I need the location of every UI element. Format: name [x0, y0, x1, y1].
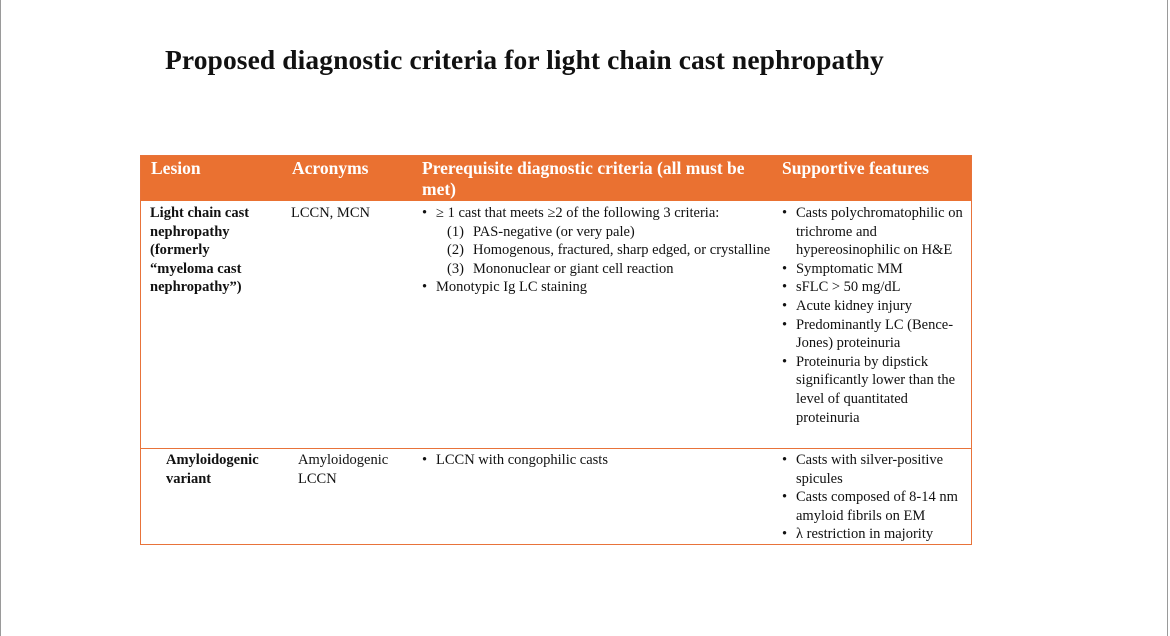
list-item: • Proteinuria by dipstick significantly lower than the level of quantitated proteinuria: [782, 353, 956, 426]
list-item: (3) Mononuclear or giant cell reaction: [447, 260, 674, 277]
bullet-icon: •: [782, 297, 788, 314]
row2-features: [782, 451, 967, 544]
list-item: (1) PAS-negative (or very pale): [447, 223, 635, 240]
bullet-icon: •: [782, 205, 788, 221]
row2-lesion: Amyloidogenic variant: [166, 452, 259, 487]
row1-features: [782, 204, 967, 427]
slide-title: Proposed diagnostic criteria for light chain cast nephropathy: [165, 44, 884, 75]
list-item: • LCCN with congophilic casts: [422, 452, 608, 468]
bullet-icon: •: [422, 279, 428, 296]
list-item: • sFLC > 50 mg/dL: [782, 279, 901, 296]
row1-acronyms: LCCN, MCN: [291, 205, 370, 221]
criteria-table: [140, 155, 972, 545]
list-item: • Acute kidney injury: [782, 297, 912, 314]
row2-acronyms: Amyloidogenic LCCN: [298, 452, 389, 487]
bullet-icon: •: [782, 489, 788, 506]
list-item: • Casts polychromatophilic on trichrome and hypereosinophilic on H&E: [782, 205, 963, 259]
bullet-icon: •: [422, 452, 428, 468]
bullet-icon: •: [782, 452, 788, 468]
bullet-icon: •: [782, 279, 788, 296]
row2-criteria: [422, 451, 772, 470]
table-header: [141, 156, 971, 201]
header-criteria: Prerequisite diagnostic criteria (all must be met): [422, 158, 745, 199]
bullet-icon: •: [422, 205, 428, 221]
list-item: • Symptomatic MM: [782, 260, 903, 277]
list-item: • Predominantly LC (Bence-Jones) proteinuria: [782, 316, 954, 352]
header-features: Supportive features: [782, 158, 929, 178]
list-item: • Monotypic Ig LC staining: [422, 279, 588, 296]
bullet-icon: •: [782, 260, 788, 277]
header-lesion: Lesion: [151, 158, 201, 178]
row-divider: [141, 448, 971, 449]
row1-criteria: [422, 204, 772, 297]
list-item: • Casts composed of 8-14 nm amyloid fibrils on EM: [782, 489, 958, 524]
list-item: • Casts with silver-positive spicules: [782, 452, 944, 487]
list-item: • λ restriction in majority: [782, 526, 934, 543]
bullet-icon: •: [782, 526, 788, 543]
bullet-icon: •: [782, 353, 788, 370]
row1-lesion: Light chain cast nephropathy (formerly “myeloma cast nephropathy”): [150, 205, 250, 296]
list-item: • ≥ 1 cast that meets ≥2 of the following 3 criteria:: [422, 205, 720, 221]
header-acronyms: Acronyms: [292, 158, 369, 178]
bullet-icon: •: [782, 316, 788, 333]
list-item: (2) Homogenous, fractured, sharp edged, or crystalline: [447, 242, 771, 259]
